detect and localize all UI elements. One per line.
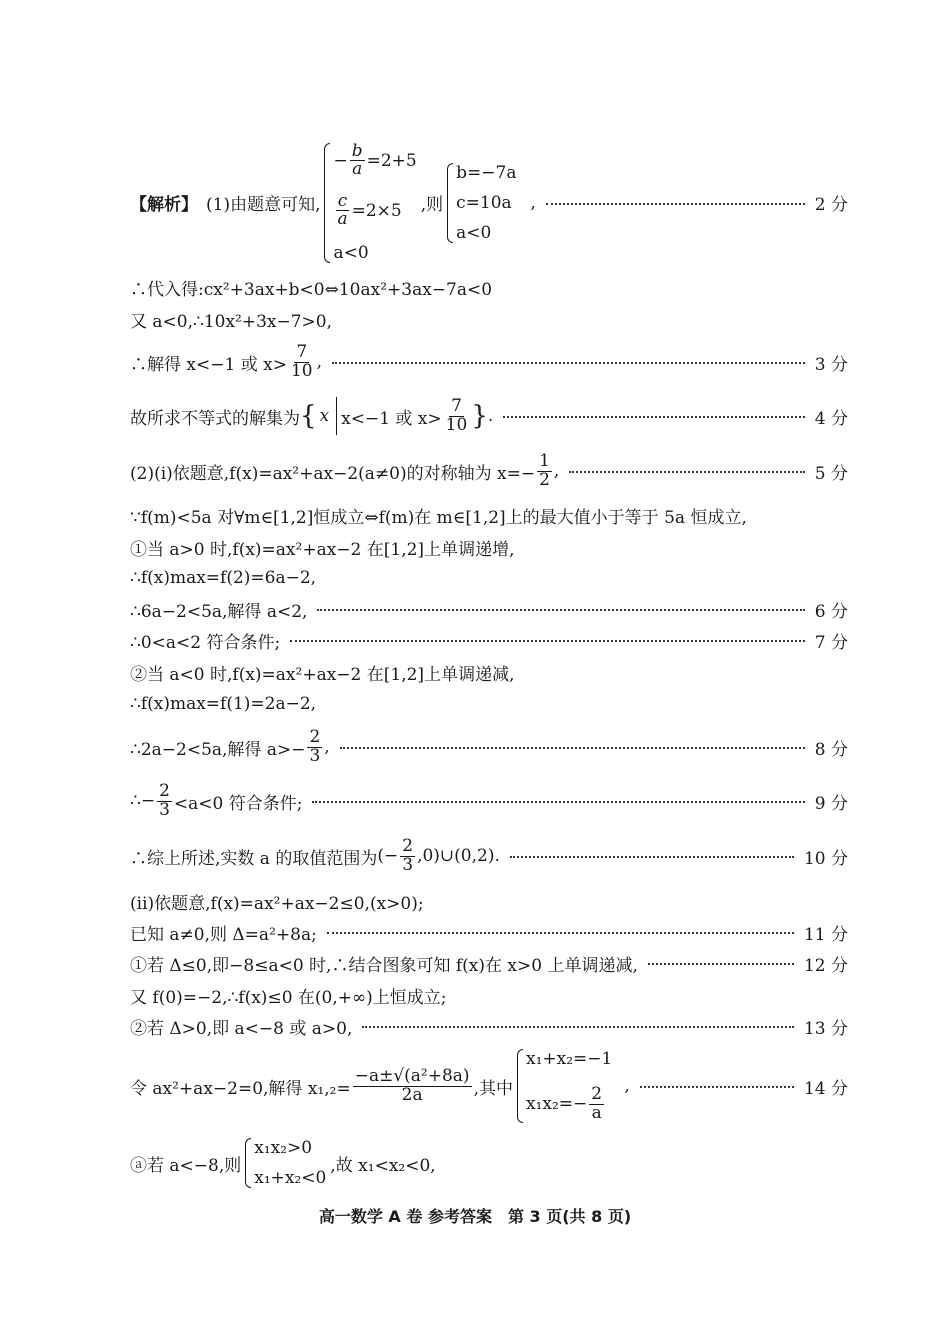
line-10	[130, 597, 848, 621]
equation-system-1: − $\frac{b}{a}$ =2+5 $\frac{c}{a}$ =2×5 a<0	[324, 143, 416, 263]
text: ,	[316, 352, 322, 372]
line-19	[130, 951, 848, 975]
fraction: $\frac{2}{3}$	[159, 780, 170, 820]
sys2-row1: b=−7a	[456, 162, 517, 183]
leader-dots	[640, 1086, 794, 1088]
line-14	[130, 725, 848, 769]
score: 12 分	[803, 955, 848, 976]
line-7	[130, 503, 848, 527]
sys4-row2: x₁+x₂<0	[254, 1168, 327, 1188]
line-15	[130, 779, 848, 823]
line-13	[130, 692, 848, 716]
leader-dots	[317, 609, 804, 611]
leader-dots	[648, 963, 794, 965]
fraction: $\frac{\text{−a±√(a²+8a)}}{2a}$	[354, 1065, 470, 1105]
text: ①当 a>0 时,f(x)=ax²+ax−2 在[1,2]上单调递增,	[130, 539, 515, 560]
line-6	[130, 449, 848, 493]
text: ∴2a−2<5a,解得 a>−	[130, 739, 306, 760]
text: ,故 x₁<x₂<0,	[330, 1155, 436, 1176]
line-1	[130, 140, 848, 265]
line-18	[130, 920, 848, 944]
line-3	[130, 307, 848, 331]
text: ,	[530, 192, 536, 213]
fraction: $\frac{1}{2}$	[539, 450, 550, 490]
equation-system-2	[447, 163, 516, 243]
text: ∴0<a<2 符合条件;	[130, 632, 281, 653]
line-12	[130, 660, 848, 684]
text: ∴解得 x<−1 或 x>	[130, 354, 287, 375]
line-20	[130, 983, 848, 1007]
line-5: 故所求不等式的解集为 { x x<−1 或 x> $\frac{7}{10}$ } . 4 分	[130, 395, 848, 435]
text: ,0)∪(0,2).	[417, 846, 500, 866]
text: ,	[624, 1076, 630, 1096]
line-22	[130, 1046, 848, 1126]
leader-dots	[510, 856, 794, 858]
equation-system-4	[245, 1138, 326, 1188]
text: 又 a<0,∴10x²+3x−7>0,	[130, 311, 333, 332]
score: 5 分	[814, 463, 848, 484]
sys1-row3: a<0	[333, 242, 369, 263]
fraction: $\frac{7}{10}$	[290, 341, 313, 381]
score: 4 分	[814, 408, 848, 429]
fraction: $\frac{7}{10}$	[445, 395, 468, 435]
text: ,其中	[473, 1078, 513, 1099]
text: ∴−	[130, 791, 156, 811]
sys4-row1: x₁x₂>0	[254, 1138, 313, 1158]
text: ①若 Δ≤0,即−8≤a<0 时,∴结合图象可知 f(x)在 x>0 上单调递减,	[130, 955, 638, 976]
leader-dots	[340, 747, 805, 749]
leader-dots	[332, 362, 805, 364]
score: 3 分	[814, 354, 848, 375]
text: ∴6a−2<5a,解得 a<2,	[130, 601, 308, 622]
text: <a<0 符合条件;	[173, 793, 303, 814]
line-2	[130, 275, 848, 299]
text: (2)(ⅰ)依题意,f(x)=ax²+ax−2(a≠0)的对称轴为 x=−	[130, 463, 536, 484]
text: (ⅱ)依题意,f(x)=ax²+ax−2≤0,(x>0);	[130, 893, 424, 914]
page-footer: 高一数学 A 卷 参考答案 第 3 页(共 8 页)	[318, 1207, 632, 1226]
sys3-row2: x₁x₂=−	[525, 1094, 588, 1115]
text: 令 ax²+ax−2=0,解得 x₁,₂=	[130, 1078, 351, 1099]
text: 又 f(0)=−2,∴f(x)≤0 在(0,+∞)上恒成立;	[130, 987, 447, 1008]
leader-dots	[569, 471, 804, 473]
leader-dots	[362, 1026, 794, 1028]
sys2-row2: c=10a	[456, 192, 512, 213]
leader-dots	[503, 416, 805, 418]
score: 11 分	[803, 924, 848, 945]
line-4	[130, 340, 848, 384]
score: 8 分	[814, 739, 848, 760]
text: ②当 a<0 时,f(x)=ax²+ax−2 在[1,2]上单调递减,	[130, 664, 515, 685]
leader-dots	[312, 801, 804, 803]
text: (−	[377, 846, 399, 866]
text: (1)由题意可知,	[206, 195, 321, 215]
score: 9 分	[814, 793, 848, 814]
text: 故所求不等式的解集为	[130, 408, 300, 429]
line-23	[130, 1136, 848, 1190]
fraction: $\frac{2}{3}$	[309, 726, 321, 766]
leader-dots	[327, 932, 794, 934]
text: .	[487, 406, 494, 426]
text: ∴f(x)max=f(2)=6a−2,	[130, 568, 317, 588]
line-8	[130, 535, 848, 559]
equation-system-3: x₁+x₂=−1 x₁x₂=− $\frac{2}{a}$	[517, 1049, 612, 1123]
text: ,	[324, 737, 330, 757]
text: ∴f(x)max=f(1)=2a−2,	[130, 694, 317, 714]
line-17	[130, 889, 848, 913]
score: 13 分	[803, 1018, 848, 1039]
leader-dots	[290, 640, 805, 642]
fraction: $\frac{2}{3}$	[402, 835, 414, 875]
score: 7 分	[814, 632, 848, 653]
score: 6 分	[814, 601, 848, 622]
sys1-row1: =2+5	[366, 150, 417, 171]
text: 已知 a≠0,则 Δ=a²+8a;	[130, 924, 317, 945]
sys3-row1: x₁+x₂=−1	[525, 1049, 613, 1069]
line-11	[130, 628, 848, 652]
score: 2 分	[814, 195, 848, 215]
text: ∴综上所述,实数 a 的取值范围为	[130, 848, 378, 869]
text: ,	[553, 461, 560, 481]
text: x<−1 或 x>	[341, 408, 442, 429]
text: ②若 Δ>0,即 a<−8 或 a>0,	[130, 1018, 353, 1039]
line-21	[130, 1014, 848, 1038]
line-16	[130, 834, 848, 878]
text: ∴代入得:cx²+3ax+b<0⇔10ax²+3ax−7a<0	[130, 279, 493, 300]
score: 10 分	[803, 848, 848, 869]
line-9	[130, 566, 848, 590]
text: ⓐ若 a<−8,则	[130, 1155, 242, 1176]
score: 14 分	[803, 1078, 848, 1099]
analysis-tag: 【解析】	[130, 195, 198, 215]
sys1-row2: =2×5	[351, 200, 402, 221]
text: ,则	[420, 195, 444, 215]
leader-dots	[546, 203, 805, 205]
sys2-row3: a<0	[456, 222, 492, 243]
text: ∵f(m)<5a 对∀m∈[1,2]恒成立⇔f(m)在 m∈[1,2]上的最大值小于等于 5a 恒成立,	[130, 507, 747, 528]
